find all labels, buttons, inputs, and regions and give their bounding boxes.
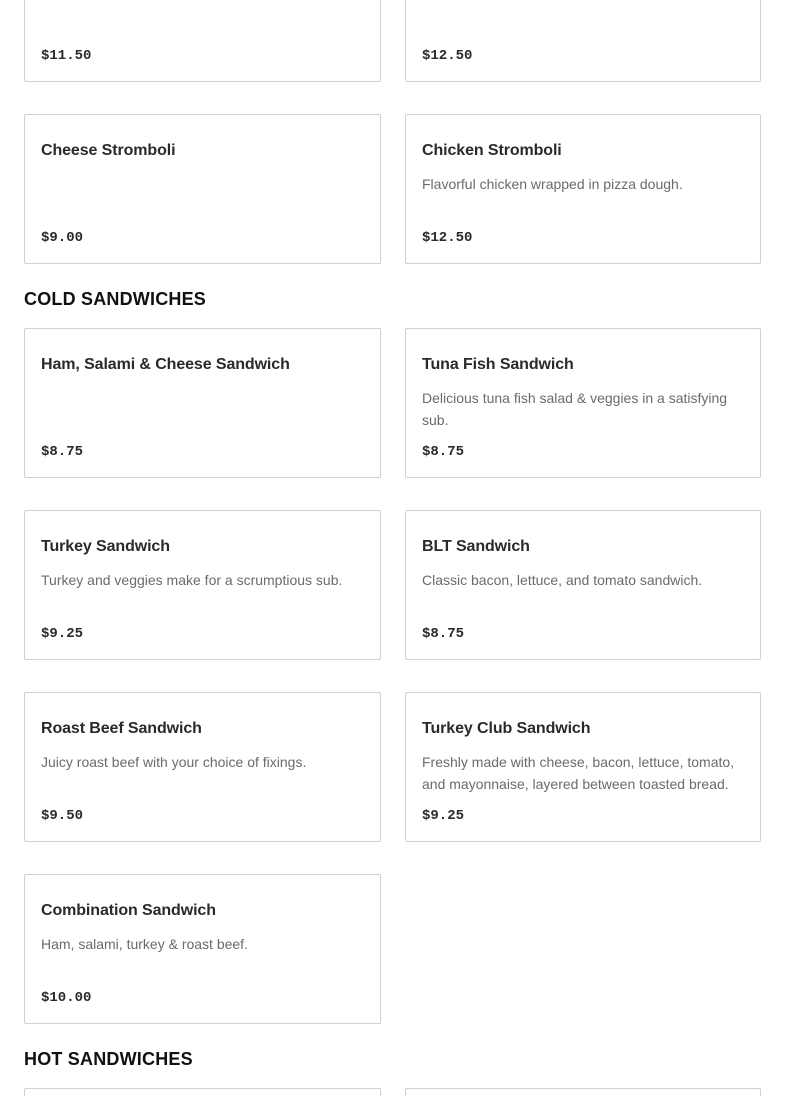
item-price: $8.75 — [422, 444, 465, 460]
menu-item-card[interactable] — [24, 114, 381, 264]
item-name: Ham, Salami & Cheese Sandwich — [41, 356, 290, 373]
item-name: Tuna Fish Sandwich — [422, 356, 574, 373]
section-heading-hot-sandwiches: HOT SANDWICHES — [24, 1049, 193, 1069]
menu-item-card[interactable] — [24, 328, 381, 478]
item-description: Flavorful chicken wrapped in pizza dough. — [422, 176, 683, 192]
item-name: Combination Sandwich — [41, 902, 216, 919]
item-price: $9.25 — [41, 626, 84, 642]
item-price: $10.00 — [41, 990, 92, 1006]
item-name: Turkey Club Sandwich — [422, 720, 591, 737]
menu-item-card[interactable] — [405, 0, 761, 82]
item-price: $12.50 — [422, 48, 473, 64]
menu-item-card[interactable] — [24, 0, 381, 82]
menu-item-card[interactable] — [24, 692, 381, 842]
item-price: $8.75 — [41, 444, 84, 460]
item-price: $8.75 — [422, 626, 465, 642]
item-name: Turkey Sandwich — [41, 538, 170, 555]
item-description: Freshly made with cheese, bacon, lettuce, tomato, and mayonnaise, layered between toasted bread. — [422, 754, 735, 792]
menu-item-card[interactable] — [405, 510, 761, 660]
menu-item-card[interactable] — [405, 114, 761, 264]
item-price: $9.25 — [422, 808, 465, 824]
item-description: Classic bacon, lettuce, and tomato sandwich. — [422, 572, 703, 588]
item-description: Delicious tuna fish salad & veggies in a satisfying sub. — [422, 390, 728, 428]
item-price: $9.00 — [41, 230, 84, 246]
item-description: Juicy roast beef with your choice of fixings. — [41, 754, 307, 770]
item-description: Ham, salami, turkey & roast beef. — [41, 936, 248, 952]
item-name: Roast Beef Sandwich — [41, 720, 202, 737]
menu-item-card[interactable] — [405, 328, 761, 478]
item-name: Chicken Stromboli — [422, 142, 562, 159]
menu-item-card[interactable] — [405, 692, 761, 842]
section-heading-cold-sandwiches: COLD SANDWICHES — [24, 289, 206, 309]
item-description: Turkey and veggies make for a scrumptious sub. — [41, 572, 343, 588]
item-price: $11.50 — [41, 48, 92, 64]
menu-item-card[interactable] — [405, 1088, 761, 1096]
menu-item-card[interactable] — [24, 1088, 381, 1096]
menu-item-card[interactable] — [24, 874, 381, 1024]
item-name: Cheese Stromboli — [41, 142, 176, 159]
item-price: $9.50 — [41, 808, 84, 824]
item-price: $12.50 — [422, 230, 473, 246]
menu-item-card[interactable] — [24, 510, 381, 660]
item-name: BLT Sandwich — [422, 538, 530, 555]
